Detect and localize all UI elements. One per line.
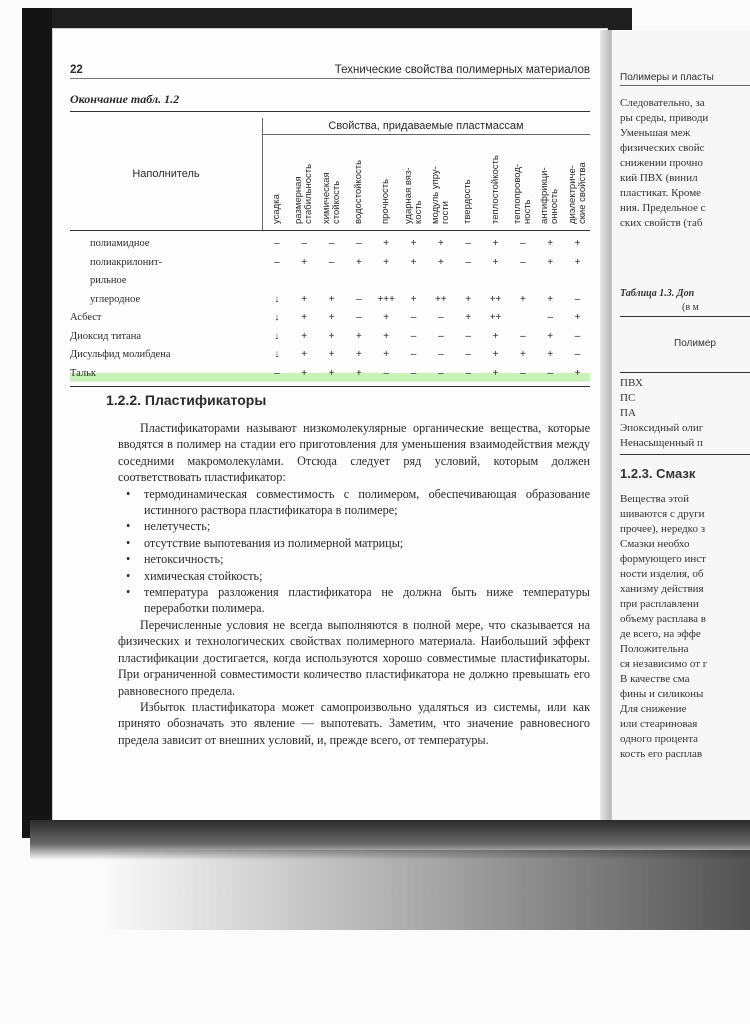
table-cell: ↓ bbox=[274, 349, 280, 360]
table-cell: – bbox=[520, 330, 526, 342]
next-page-table-row: Ненасыщенный п bbox=[620, 437, 703, 449]
page-number: 22 bbox=[70, 64, 83, 76]
next-page-line: одного процента bbox=[620, 733, 699, 745]
filler-name: Асбест bbox=[70, 312, 102, 323]
table-cell: + bbox=[328, 349, 335, 360]
table-cell: + bbox=[547, 256, 554, 268]
next-page-line: ния. Предельное с bbox=[620, 202, 706, 214]
requirements-list bbox=[118, 486, 590, 617]
property-column-header bbox=[262, 136, 292, 228]
next-page-line: ся независимо от г bbox=[620, 658, 708, 670]
next-page-line: кий ПВХ (винил bbox=[620, 172, 698, 184]
next-page-line: пластикат. Кроме bbox=[620, 187, 702, 199]
next-page-line: ры среды, приводи bbox=[620, 112, 709, 124]
list-item: • термодинамическая совместимость с полимером, обеспечивающая образование истинного раствора пластификатора в полимере; bbox=[144, 486, 590, 519]
scan-shadow-fade bbox=[100, 850, 750, 930]
filler-name: полиамидное bbox=[90, 238, 150, 249]
table-row bbox=[70, 310, 590, 329]
property-column-header bbox=[289, 136, 319, 228]
next-page-text-top bbox=[620, 96, 708, 231]
header-divider bbox=[262, 134, 590, 135]
table-row bbox=[70, 292, 590, 311]
table-caption: Окончание табл. 1.2 bbox=[70, 92, 590, 112]
table-cell: + bbox=[574, 256, 581, 268]
table-cell: + bbox=[383, 349, 390, 360]
table-cell: – bbox=[438, 312, 444, 323]
paragraph: Избыток пластификатора может самопроизвольно удаляться из системы, или как принято обозначать это явление — выпотевать. Заметим, что значение равновесного предела зависит от внешних условий, и, прежде всего, от температуры. bbox=[118, 699, 590, 747]
right-page-fragment bbox=[612, 30, 750, 820]
property-column-label: ударная вяз- кость bbox=[402, 167, 424, 224]
table-cell: + bbox=[519, 293, 526, 305]
paragraph: Пластификаторами называют низкомолекулярные органические вещества, которые вводятся в полимер на стадии его приготовления для уменьшения взаимодействия между соседними макромолекулами. Отсюда следует ряд условий, которым должен соответствовать пластификатор: bbox=[118, 421, 590, 485]
table-cell: – bbox=[465, 330, 471, 342]
table-cell: + bbox=[492, 330, 499, 342]
filler-name: рильное bbox=[90, 275, 127, 286]
next-page-table-rows bbox=[620, 376, 703, 451]
table-cell: + bbox=[492, 256, 499, 268]
table-cell: + bbox=[301, 367, 308, 379]
table-cell: – bbox=[356, 312, 362, 323]
table-cell: + bbox=[492, 349, 499, 360]
table-cell: ↓ bbox=[274, 293, 280, 305]
filler-name: углеродное bbox=[90, 293, 141, 305]
table-cell: + bbox=[547, 349, 554, 360]
next-page-table-rule bbox=[620, 372, 750, 373]
table-cell: + bbox=[355, 330, 362, 342]
property-column-header bbox=[453, 136, 483, 228]
table-cell: + bbox=[519, 349, 526, 360]
table-cell: – bbox=[574, 349, 581, 360]
next-page-line: прочее), нередко з bbox=[620, 523, 706, 535]
list-item: • температура разложения пластификатора не должна быть ниже температуры переработки полимера. bbox=[144, 584, 590, 617]
next-page-table-row: ПС bbox=[620, 392, 636, 404]
section-body bbox=[118, 420, 590, 748]
next-page-line: снижении прочно bbox=[620, 157, 703, 169]
table-cell: – bbox=[410, 349, 417, 360]
table-cell: – bbox=[274, 256, 280, 268]
table-cell: + bbox=[355, 256, 362, 268]
table-bottom-rule bbox=[70, 386, 590, 387]
table-cell: – bbox=[465, 367, 471, 379]
paragraph: Перечисленные условия не всегда выполняются в полной мере, что сказывается на физических и технологических свойствах полимерного материала. Наибольший эффект пластификации достигается, когда используются хорошо совместимые пластификаторы. При ограниченной совместимости количество пластификатора не должно превышать его равновесного предела. bbox=[118, 617, 590, 698]
table-cell: – bbox=[520, 256, 526, 268]
table-cell: + bbox=[574, 238, 581, 249]
table-cell: + bbox=[383, 330, 390, 342]
filler-name: полиакрилонит- bbox=[90, 256, 163, 268]
next-page-line: ских свойств (таб bbox=[620, 217, 703, 229]
table-cell: – bbox=[274, 367, 280, 379]
table-cell: + bbox=[301, 330, 308, 342]
scan-dark-edge-top bbox=[22, 8, 632, 30]
table-cell: – bbox=[438, 349, 444, 360]
property-column-label: прочность bbox=[380, 178, 392, 224]
table-cell: + bbox=[328, 367, 335, 379]
property-column-headers bbox=[262, 136, 590, 228]
property-column-header bbox=[535, 136, 565, 228]
property-column-label: твердость bbox=[462, 179, 474, 224]
list-item: • отсутствие выпотевания из полимерной матрицы; bbox=[144, 535, 590, 551]
next-page-line: фины и силиконы bbox=[620, 688, 704, 700]
property-column-header bbox=[399, 136, 429, 228]
table-cell: – bbox=[465, 349, 471, 360]
property-column-label: теплопровод- ность bbox=[511, 163, 533, 224]
table-cell: – bbox=[383, 367, 389, 379]
next-page-table-row: Эпоксидный олиг bbox=[620, 422, 704, 434]
filler-name: Диоксид титана bbox=[70, 330, 141, 342]
table-cell: – bbox=[465, 238, 471, 249]
table-cell: + bbox=[410, 293, 417, 305]
property-column-label: усадка bbox=[270, 194, 282, 224]
next-page-line: Положительна bbox=[620, 643, 689, 655]
running-header bbox=[70, 64, 590, 79]
table-cell: + bbox=[437, 256, 444, 268]
table-cell: + bbox=[383, 256, 390, 268]
table-cell: + bbox=[410, 256, 417, 268]
property-column-header bbox=[344, 136, 374, 228]
next-page-line: Уменьшая меж bbox=[620, 127, 691, 139]
list-item: • нелетучесть; bbox=[144, 518, 590, 534]
table-cell: + bbox=[301, 312, 308, 323]
table-row bbox=[70, 347, 590, 366]
header-bottom-rule bbox=[70, 230, 590, 231]
table-cell: + bbox=[492, 238, 499, 249]
table-cell: – bbox=[410, 312, 417, 323]
next-page-text-bottom bbox=[620, 492, 707, 762]
next-page-line: В качестве сма bbox=[620, 673, 690, 685]
next-page-line: де всего, на эффе bbox=[620, 628, 701, 640]
table-cell: – bbox=[410, 367, 417, 379]
next-page-table-row: ПА bbox=[620, 407, 636, 419]
next-page-line: формующего инст bbox=[620, 553, 706, 565]
table-cell: + bbox=[328, 330, 335, 342]
table-row bbox=[70, 236, 590, 255]
property-column-label: теплостойкость bbox=[489, 155, 501, 224]
table-cell: ++ bbox=[489, 293, 502, 305]
next-page-line: Вещества этой bbox=[620, 493, 689, 505]
table-cell: + bbox=[574, 367, 581, 379]
property-column-label: химическая стойкость bbox=[320, 172, 342, 224]
filler-column-header: Наполнитель bbox=[132, 168, 200, 180]
table-cell: – bbox=[438, 330, 444, 342]
section-heading: 1.2.2. Пластификаторы bbox=[106, 392, 267, 408]
next-page-line: объему расплава в bbox=[620, 613, 707, 625]
next-page-section-heading: 1.2.3. Смазк bbox=[620, 466, 696, 481]
next-page-line: ности изделия, об bbox=[620, 568, 704, 580]
table-cell: + bbox=[410, 238, 417, 249]
next-page-line: физических свойс bbox=[620, 142, 705, 154]
list-item: • химическая стойкость; bbox=[144, 568, 590, 584]
table-row bbox=[70, 255, 590, 274]
table-cell: – bbox=[274, 238, 280, 249]
next-page-line: Следовательно, за bbox=[620, 97, 705, 109]
table-cell: + bbox=[547, 293, 554, 305]
table-cell: + bbox=[383, 312, 390, 323]
scan-dark-edge-left bbox=[22, 8, 52, 838]
list-item: • нетоксичность; bbox=[144, 551, 590, 567]
next-page-line: кость его расплав bbox=[620, 748, 703, 760]
table-cell: – bbox=[328, 256, 335, 268]
next-page-line: Смазки необхо bbox=[620, 538, 690, 550]
table-cell: + bbox=[355, 349, 362, 360]
property-column-header bbox=[508, 136, 538, 228]
properties-group-header: Свойства, придаваемые пластмассам bbox=[328, 120, 524, 132]
next-page-line: ханизму действия bbox=[620, 583, 704, 595]
table-cell: + bbox=[465, 312, 472, 323]
table-cell: + bbox=[383, 238, 390, 249]
table-cell: – bbox=[547, 312, 553, 323]
next-page-line: или стеариновая bbox=[620, 718, 698, 730]
property-column-label: водостойкость bbox=[352, 159, 364, 224]
property-column-header bbox=[371, 136, 401, 228]
property-column-label: диэлектриче- ские свойства bbox=[566, 162, 588, 224]
table-cell: – bbox=[520, 367, 526, 379]
filler-name: Тальк bbox=[70, 367, 97, 379]
table-cell: + bbox=[301, 293, 308, 305]
table-cell: – bbox=[328, 238, 335, 249]
table-cell: – bbox=[356, 293, 362, 305]
table-row-highlighted bbox=[70, 366, 590, 385]
next-page-line: Для снижение bbox=[620, 703, 687, 715]
table-cell: + bbox=[547, 238, 554, 249]
next-page-table-rule bbox=[620, 454, 750, 455]
table-cell: ↓ bbox=[274, 330, 280, 342]
table-cell: – bbox=[410, 330, 417, 342]
table-row bbox=[70, 273, 590, 292]
property-column-label: антифрикци- онность bbox=[539, 167, 561, 224]
next-page-table-row: ПВХ bbox=[620, 377, 643, 389]
table-cell: + bbox=[355, 367, 362, 379]
next-page-table-column: Полимер bbox=[674, 338, 716, 349]
next-page-line: шиваются с други bbox=[620, 508, 705, 520]
table-cell: + bbox=[437, 238, 444, 249]
table-cell: + bbox=[328, 312, 335, 323]
filler-name: Дисульфид молибдена bbox=[70, 349, 171, 360]
table-cell: ++ bbox=[489, 312, 502, 323]
property-column-label: модуль упру- гости bbox=[429, 166, 451, 224]
table-cell: ↓ bbox=[274, 312, 280, 323]
table-cell: – bbox=[547, 367, 553, 379]
property-column-header bbox=[481, 136, 511, 228]
property-column-header bbox=[563, 136, 593, 228]
table-cell: + bbox=[328, 293, 335, 305]
table-cell: – bbox=[574, 293, 581, 305]
table-cell: +++ bbox=[377, 293, 395, 305]
table-cell: + bbox=[547, 330, 554, 342]
next-page-table-rule bbox=[620, 316, 750, 317]
next-page-table-caption-2: (в м bbox=[682, 302, 699, 313]
property-column-label: размерная стабильность bbox=[293, 163, 315, 224]
table-cell: – bbox=[520, 238, 526, 249]
running-title: Технические свойства полимерных материалов bbox=[334, 64, 590, 76]
next-page-header: Полимеры и пласты bbox=[620, 70, 750, 86]
table-cell: – bbox=[356, 238, 362, 249]
table-row bbox=[70, 329, 590, 348]
next-page-line: при расплавлени bbox=[620, 598, 699, 610]
table-cell: + bbox=[574, 312, 581, 323]
table-cell: – bbox=[301, 238, 307, 249]
property-column-header bbox=[426, 136, 456, 228]
table-cell: + bbox=[301, 349, 308, 360]
next-page-table-caption: Таблица 1.3. Доп bbox=[620, 288, 695, 299]
table-cell: – bbox=[438, 367, 444, 379]
table-cell: ++ bbox=[435, 293, 447, 305]
table-body bbox=[70, 236, 590, 384]
table-cell: – bbox=[574, 330, 581, 342]
table-cell: + bbox=[465, 293, 472, 305]
table-cell: – bbox=[465, 256, 471, 268]
table-cell: + bbox=[301, 256, 308, 268]
table-cell: + bbox=[492, 367, 499, 379]
property-column-header bbox=[317, 136, 347, 228]
